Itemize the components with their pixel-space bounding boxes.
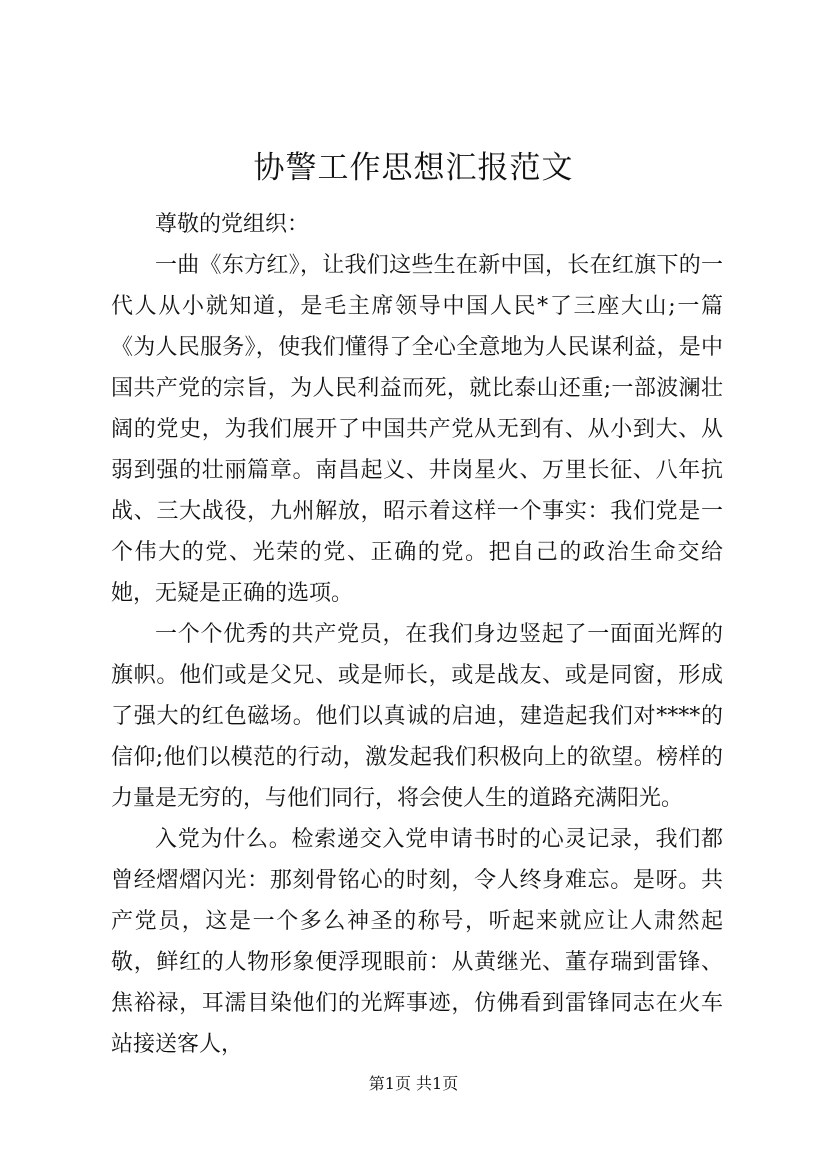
paragraph-2: 一个个优秀的共产党员，在我们身边竖起了一面面光辉的旗帜。他们或是父兄、或是师长，或是战友、或是同窗，形成了强大的红色磁场。他们以真诚的启迪，建造起我们对****的信仰;他们以模范的行动，激发起我们积极向上的欲望。榜样的力量是无穷的，与他们同行，将会使人生的道路充满阳光。 — [111, 622, 723, 811]
paragraph-1: 一曲《东方红》，让我们这些生在新中国，长在红旗下的一代人从小就知道，是毛主席领导中国人民*了三座大山;一篇《为人民服务》，使我们懂得了全心全意地为人民谋利益，是中国共产党的宗旨，为人民利益而死，就比泰山还重;一部波澜壮阔的党史，为我们展开了中国共产党从无到有、从小到大、从弱到强的壮丽篇章。南昌起义、井岗星火、万里长征、八年抗战、三大战役，九州解放，昭示着这样一个事实：我们党是一个伟大的党、光荣的党、正确的党。把自己的政治生命交给她，无疑是正确的选项。 — [111, 253, 723, 606]
document-body — [111, 204, 723, 1065]
page-footer: 第1页 共1页 — [368, 1074, 459, 1093]
salutation: 尊敬的党组织： — [155, 212, 310, 237]
paragraph-3: 入党为什么。检索递交入党申请书时的心灵记录，我们都曾经熠熠闪光：那刻骨铭心的时刻，令人终身难忘。是呀。共产党员，这是一个多么神圣的称号，听起来就应让人肃然起敬，鲜红的人物形象便浮现眼前：从黄继光、董存瑞到雷锋、焦裕禄，耳濡目染他们的光辉事迹，仿佛看到雷锋同志在火车站接送客人， — [111, 827, 723, 1057]
document-title: 协警工作思想汇报范文 — [253, 150, 574, 186]
